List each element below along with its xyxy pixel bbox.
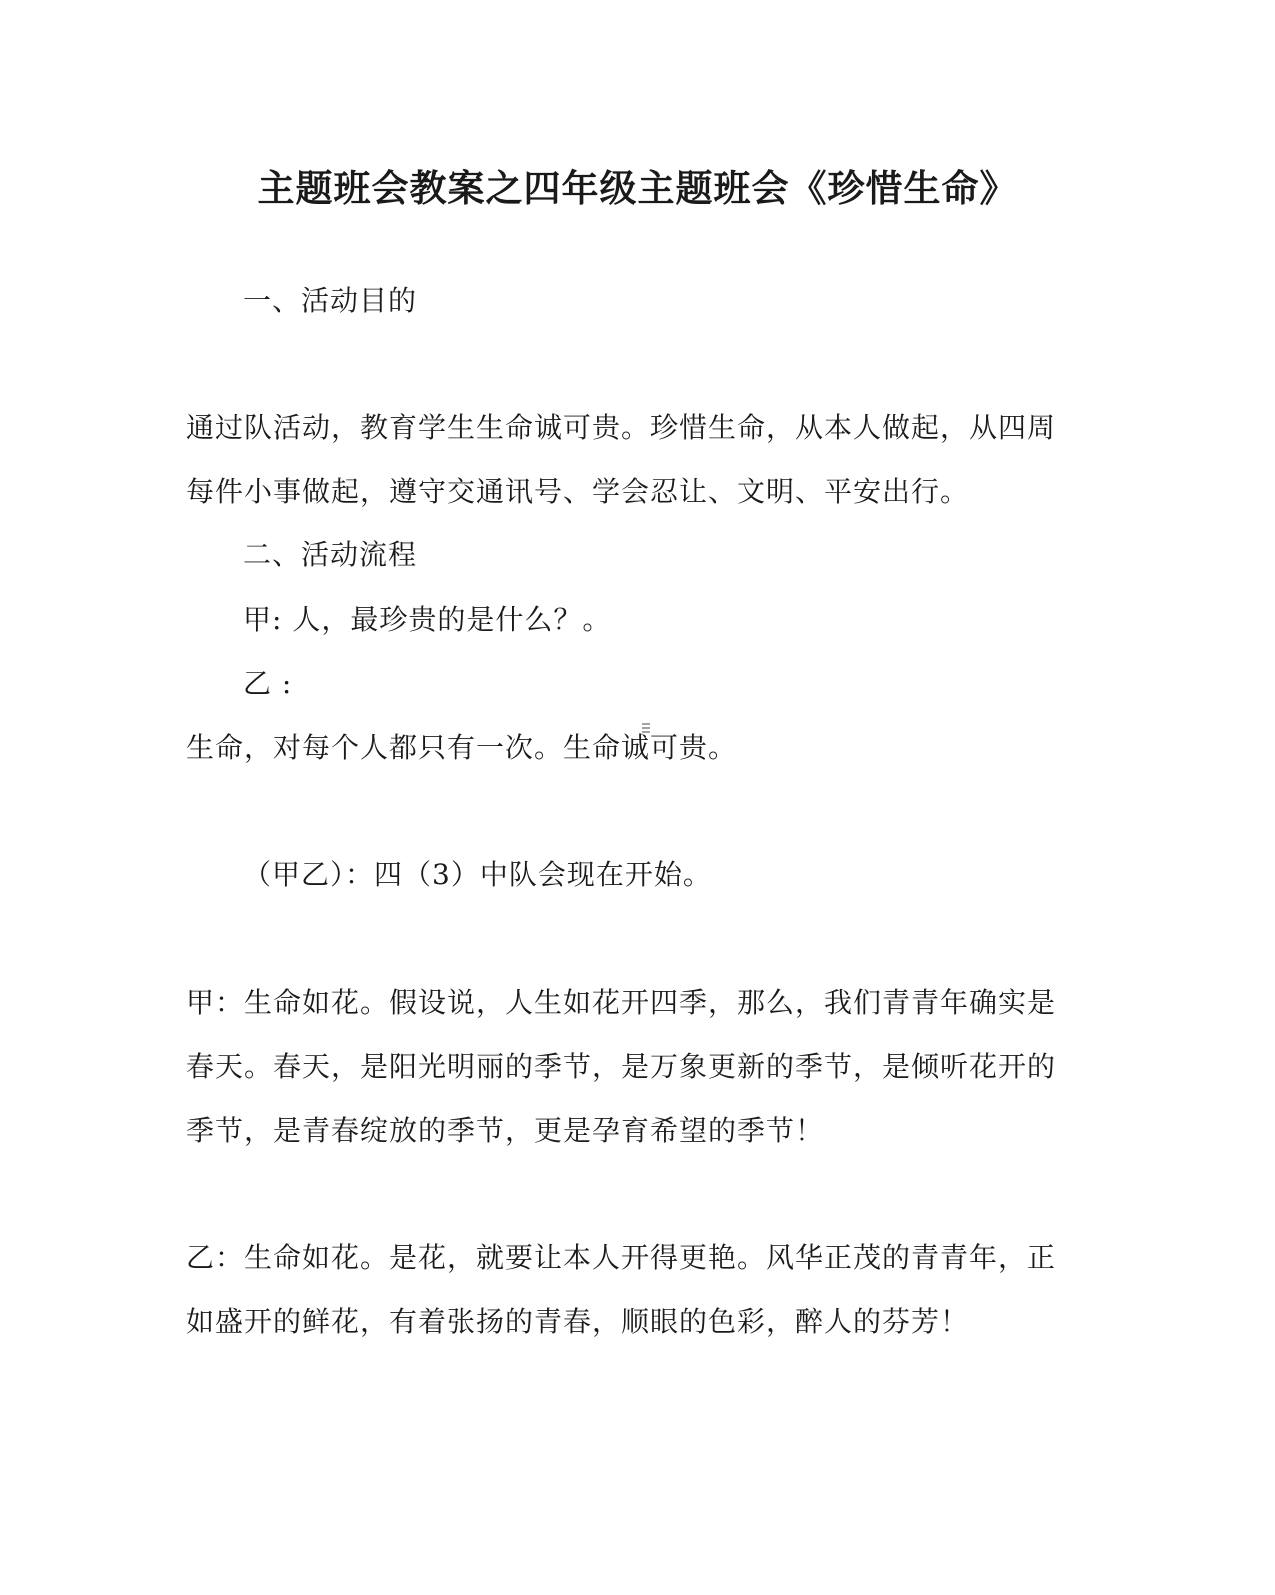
paragraph-line: 如盛开的鲜花，有着张扬的青春，顺眼的色彩，醉人的芬芳！ — [186, 1305, 970, 1338]
stray-mark-icon — [641, 722, 651, 734]
dialogue-line-joint: （甲乙）：四（3）中队会现在开始。 — [243, 858, 712, 891]
paragraph-line: 通过队活动，教育学生生命诚可贵。珍惜生命，从本人做起，从四周 — [186, 411, 1057, 444]
paragraph-line: 甲：生命如花。假设说，人生如花开四季，那么，我们青青年确实是 — [186, 986, 1057, 1019]
paragraph-line: 春天。春天，是阳光明丽的季节，是万象更新的季节，是倾听花开的 — [186, 1050, 1057, 1083]
paragraph-line: 每件小事做起，遵守交通讯号、学会忍让、文明、平安出行。 — [186, 475, 970, 508]
section-heading-process: 二、活动流程 — [243, 538, 418, 571]
document-title: 主题班会教案之四年级主题班会《珍惜生命》 — [257, 166, 1018, 210]
dialogue-line-jia: 甲: 人，最珍贵的是什么？。 — [243, 603, 612, 636]
dialogue-line-yi: 生命，对每个人都只有一次。生命诚可贵。 — [186, 731, 738, 764]
section-heading-purpose: 一、活动目的 — [243, 284, 418, 317]
paragraph-line: 季节，是青春绽放的季节，更是孕育希望的季节！ — [186, 1114, 825, 1147]
paragraph-line: 乙：生命如花。是花，就要让本人开得更艳。风华正茂的青青年，正 — [186, 1241, 1057, 1274]
dialogue-label-yi: 乙 : — [243, 667, 293, 700]
